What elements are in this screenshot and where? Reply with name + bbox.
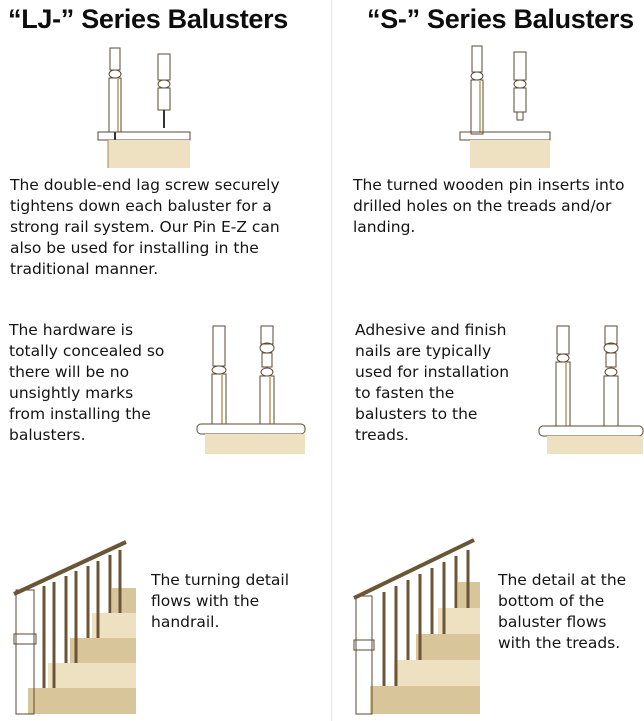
lj-description-3: The turning detail flows with the handrail. [151, 571, 290, 631]
s-series-heading: “S-” Series Balusters [367, 4, 634, 34]
s-description-3: The detail at the bottom of the baluster flows with the treads. [498, 571, 627, 652]
lj-description-1: The double-end lag screw securely tightens down each baluster for a strong rail system. Our Pin E-Z can also be used for installing in the traditional manner. [10, 176, 280, 278]
s-installed-baluster-1 [556, 326, 570, 426]
lj-concealed-hardware-illustration [195, 326, 307, 454]
lj-installed-baluster-1 [212, 326, 226, 424]
s-description-2: Adhesive and finish nails are typically used for installation to fasten the balusters to the treads. [355, 321, 510, 444]
s-wooden-pin-illustration [456, 44, 552, 170]
lj-baluster-right [158, 54, 170, 128]
s-description-1: The turned wooden pin inserts into drilled holes on the treads and/or landing. [353, 176, 625, 236]
s-installed-baluster-2 [604, 326, 618, 426]
s-baluster-left [471, 46, 483, 134]
s-installed-tread [539, 426, 643, 454]
s-stair-treads [370, 582, 480, 714]
lj-series-heading: “LJ-” Series Balusters [8, 4, 289, 34]
lj-installed-baluster-2 [260, 326, 274, 424]
lj-lag-screw-illustration [96, 46, 192, 172]
column-divider [331, 0, 332, 721]
s-baluster-right [514, 52, 526, 120]
s-adhesive-install-illustration [537, 326, 643, 454]
s-tread [460, 132, 550, 168]
lj-installed-tread [197, 424, 305, 454]
lj-tread [98, 132, 190, 168]
lj-staircase-illustration [8, 538, 136, 714]
lj-description-2: The hardware is totally concealed so there will be no unsightly marks from installing the balusters. [9, 321, 165, 444]
s-staircase-illustration [350, 536, 480, 714]
lj-baluster-left [109, 48, 121, 150]
